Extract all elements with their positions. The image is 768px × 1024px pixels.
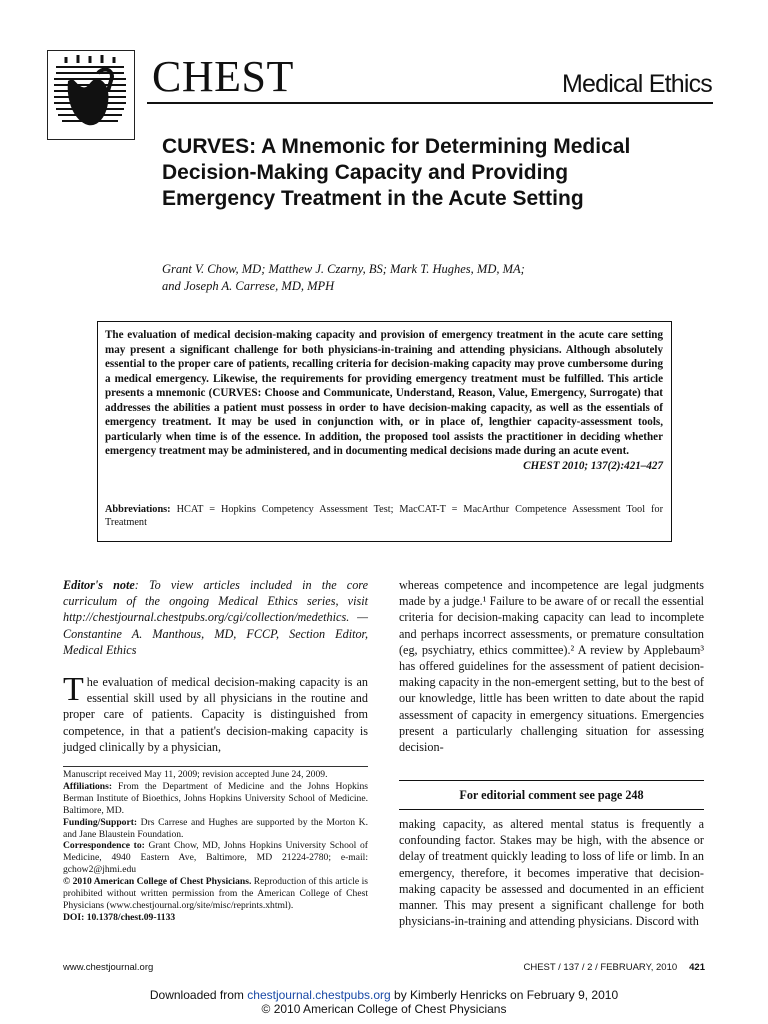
editors-note	[63, 577, 368, 658]
issue-citation: CHEST / 137 / 2 / FEBRUARY, 2010	[523, 962, 678, 973]
editors-note-label: Editor's note	[63, 578, 135, 592]
authors-line-2: and Joseph A. Carrese, MD, MPH	[162, 279, 335, 293]
journal-website[interactable]: www.chestjournal.org	[63, 962, 154, 973]
download-link[interactable]: chestjournal.chestpubs.org	[247, 988, 391, 1002]
abstract-body: The evaluation of medical decision-making capacity and provision of emergency treatment in the acute care setting may present a significant challenge for both physicians-in-training and attending physicians. Although absolutely essential to the proper care of patients, recalling criteria for decision-making capacity may prove cumbersome during a medical emergency. Likewise, the requirements for providing emergency treatment must be fulfilled. This article presents a mnemonic (CURVES: Choose and Communicate, Understand, Reason, Value, Emergency, Surrogate) that addresses the abilities a patient must possess in order to have decision-making capacity, as well as the essentials of emergency treatment. It may be used in conjunction with, or in place of, lengthier capacity-assessment tools, particularly when time is of the essence. In addition, the proposed tool assists the practitioner in deciding whether emergency treatment may be administered, and in documenting medical decisions made during an acute event.	[105, 329, 663, 457]
authors-line-1: Grant V. Chow, MD; Matthew J. Czarny, BS; Mark T. Hughes, MD, MA;	[162, 262, 525, 276]
funding-text: Drs Carrese and Hughes are supported by the Morton K. and Jane Blaustein Foundation.	[63, 816, 368, 840]
abbreviations	[105, 503, 663, 529]
copyright-text: Reproduction of this article is prohibited without written permission from the American College of Chest Physicians (www.chestjournal.org/site/misc/reprints.xhtml).	[63, 876, 368, 911]
drop-cap: T	[63, 671, 84, 708]
header-divider	[147, 102, 713, 104]
footnote-divider	[63, 766, 368, 767]
download-notice	[0, 988, 768, 1016]
download-suffix: by Kimberly Henricks on February 9, 2010	[390, 988, 619, 1002]
intro-paragraph	[63, 671, 368, 755]
abbreviations-text: HCAT = Hopkins Competency Assessment Test; MacCAT-T = MacArthur Competence Assessment Tool for Treatment	[105, 504, 663, 528]
footer-copyright: © 2010 American College of Chest Physicians	[261, 1002, 507, 1016]
issue-info	[523, 962, 705, 974]
chest-logo	[47, 50, 135, 140]
intro-text: he evaluation of medical decision-making capacity is an essential skill used by all physicians in the routine and proper care of patients. Capacity is distinguished from competence, in that a patient's decision-making capacity is judged clinically by a physician,	[63, 675, 368, 754]
funding-label: Funding/Support:	[63, 816, 138, 828]
copyright-label: © 2010 American College of Chest Physicians.	[63, 876, 252, 888]
abstract	[105, 328, 663, 473]
manuscript-dates: Manuscript received May 11, 2009; revision accepted June 24, 2009.	[63, 769, 328, 780]
affiliations-label: Affiliations:	[63, 780, 113, 792]
section-name: Medical Ethics	[562, 70, 712, 98]
citation: CHEST 2010; 137(2):421–427	[523, 459, 663, 472]
doi-label: DOI: 10.1378/chest.09-1133	[63, 911, 176, 923]
correspondence-text: Grant Chow, MD, Johns Hopkins University School of Medicine, 4940 Eastern Ave, Baltimore, MD 21224-2780; e-mail: gchow2@jhmi.edu	[63, 840, 368, 876]
journal-name: CHEST	[152, 52, 294, 101]
affiliations-text: From the Department of Medicine and the Johns Hopkins Berman Institute of Bioethics, Johns Hopkins University School of Medicine. Baltimore, MD.	[63, 780, 368, 816]
body-text-right-top: whereas competence and incompetence are legal judgments made by a judge.¹ Failure to be aware of or recall the essential criteria for decision-making capacity can lead to incomplete and perhaps incorrect assessments, or premature consultation (eg, psychiatry, ethics committee).² A review by Applebaum³ has offered guidelines for the assessment of patient decision-making capacity in the non-emergent setting, but to the best of our knowledge, little has been written to date about the rapid assessment of capacity in emergency situations. Emergencies present a particularly challenging situation for assessing decision-	[399, 578, 704, 755]
page-number: 421	[689, 962, 705, 973]
download-prefix: Downloaded from	[149, 988, 248, 1002]
chest-logo-icon	[48, 51, 133, 138]
copyright-notice	[63, 876, 368, 912]
footnotes	[63, 769, 368, 924]
author-list	[162, 261, 682, 295]
editors-note-text: : To view articles included in the core curriculum of the ongoing Medical Ethics series, visit http://chestjournal.chestpubs.org/cgi/collection/medethics. —Constantine A. Manthous, MD, FCCP, Section Editor, Medical Ethics	[63, 578, 368, 657]
editorial-comment-link[interactable]: For editorial comment see page 248	[459, 788, 644, 802]
funding	[63, 817, 368, 841]
abbreviations-label: Abbreviations:	[105, 504, 171, 515]
doi	[63, 912, 368, 924]
affiliations	[63, 781, 368, 817]
body-text-right-bottom: making capacity, as altered mental status is frequently a confounding factor. Stakes may be high, with the absence or delay of treatment quickly leading to loss of life or limb. In an emergency, therefore, it becomes imperative that decision-making capacity be assessed and documented in an efficient manner. This may present a significant challenge for both physicians-in-training and attending physicians. Discord with	[399, 817, 704, 929]
correspondence	[63, 840, 368, 876]
correspondence-label: Correspondence to:	[63, 840, 145, 852]
article-title: CURVES: A Mnemonic for Determining Medical Decision-Making Capacity and Providing Emergency Treatment in the Acute Setting	[162, 135, 631, 210]
